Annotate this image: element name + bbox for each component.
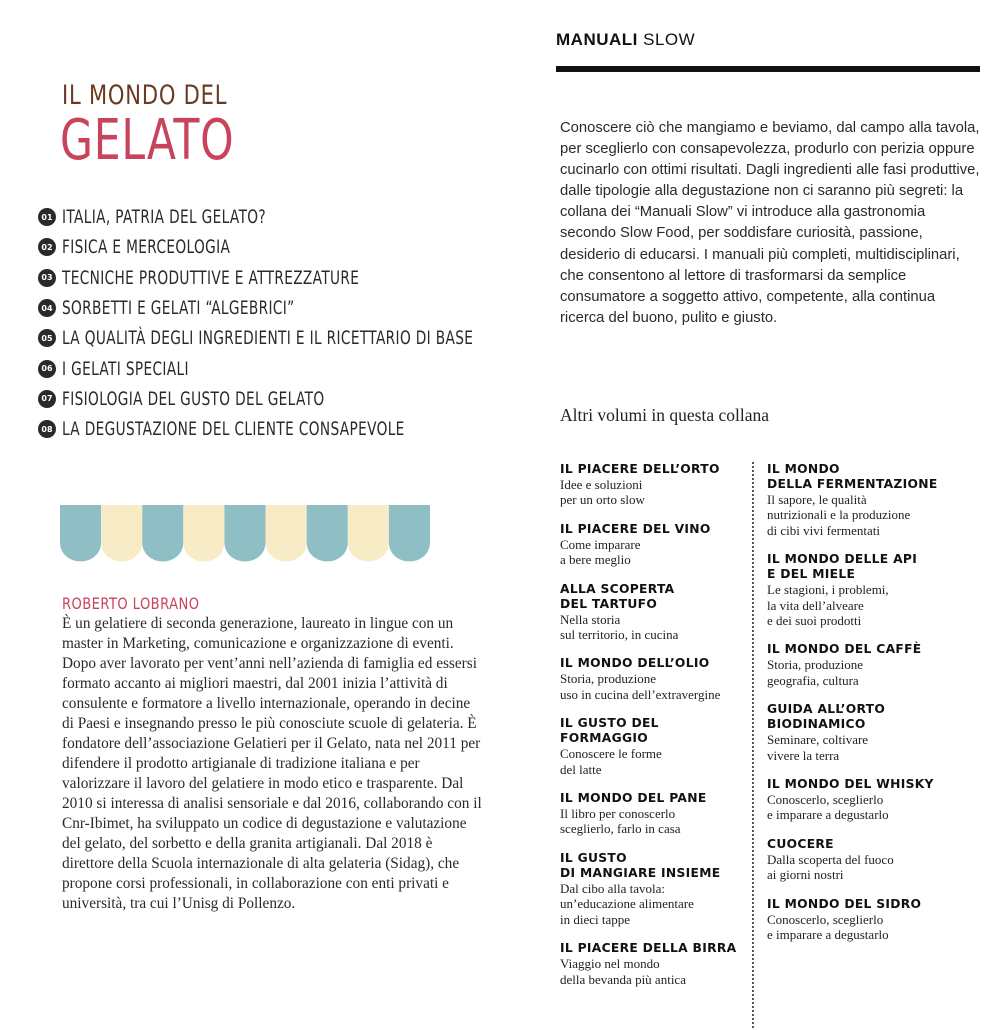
volume-title: IL MONDO DELLA FERMENTAZIONE <box>767 462 938 491</box>
awning-stripe <box>60 505 101 562</box>
volume-subtitle: Dalla scoperta del fuoco ai giorni nostri <box>767 851 894 883</box>
awning-stripe <box>142 505 183 562</box>
chapter-number-badge: 02 <box>38 238 56 256</box>
awning-illustration <box>60 505 430 563</box>
volume-title: IL MONDO DEL CAFFÈ <box>767 642 922 657</box>
chapter-item <box>38 414 518 444</box>
volume-subtitle: Dal cibo alla tavola: un’educazione alimentare in dieci tappe <box>560 880 694 927</box>
volume-title: IL MONDO DELL’OLIO <box>560 656 710 671</box>
series-label-bold: MANUALI <box>556 30 638 49</box>
series-description: Conoscere ciò che mangiamo e beviamo, dal campo alla tavola, per sceglierlo con consapevolezza, produrlo con perizia oppure cucinarlo con ottimi risultati. Dagli ingredienti alle fasi produttive, dalle tipologie alla degustazione non ci saranno più segreti: la collana dei “Manuali Slow” vi introduce alla gastronomia secondo Slow Food, per soddisfare curiosità, passione, desiderio di educarsi. I manuali più completi, multidisciplinari, che consentono al lettore di trasformarsi da semplice consumatore a soggetto attivo, competente, alla continua ricerca del buono, pulito e giusto. <box>560 120 980 326</box>
volume-title: IL PIACERE DEL VINO <box>560 521 711 536</box>
chapter-number-badge: 05 <box>38 329 56 347</box>
chapter-title: FISIOLOGIA DEL GUSTO DEL GELATO <box>62 387 325 410</box>
volume-title: ALLA SCOPERTA DEL TARTUFO <box>560 581 675 611</box>
volume-title: IL MONDO DEL PANE <box>560 791 707 806</box>
series-label-light: SLOW <box>643 30 696 49</box>
volume-title: IL GUSTO DI MANGIARE INSIEME <box>560 850 721 880</box>
volumes-column-left <box>560 462 750 1001</box>
chapter-item <box>38 232 518 262</box>
author-name: ROBERTO LOBRANO <box>62 594 200 613</box>
volume-title: CUOCERE <box>767 836 834 851</box>
volume-title: GUIDA ALL’ORTO BIODINAMICO <box>767 702 886 732</box>
volume-item <box>560 656 750 702</box>
volume-subtitle: Il sapore, le qualità nutrizionali e la produzione di cibi vivi fermentati <box>767 492 911 538</box>
title-line-2: GELATO <box>60 108 235 173</box>
chapter-number-badge: 04 <box>38 299 56 317</box>
volume-subtitle: Idee e soluzioni per un orto slow <box>560 477 645 508</box>
volume-title: IL MONDO DELLE API E DEL MIELE <box>767 552 918 582</box>
chapter-item <box>38 202 518 232</box>
volume-item <box>767 642 957 688</box>
volume-title: IL MONDO DEL SIDRO <box>767 896 922 911</box>
volume-item <box>560 941 750 987</box>
chapter-number-badge: 03 <box>38 269 56 287</box>
volumes-column-right <box>767 462 957 957</box>
volume-subtitle: Le stagioni, i problemi, la vita dell’alveare e dei suoi prodotti <box>767 582 889 629</box>
volume-item <box>767 777 957 823</box>
header-rule <box>556 66 980 72</box>
volume-subtitle: Storia, produzione geografia, cultura <box>767 657 864 688</box>
volume-item <box>560 522 750 568</box>
awning-stripe <box>183 505 224 562</box>
chapter-title: FISICA E MERCEOLOGIA <box>62 236 231 259</box>
chapter-item <box>38 293 518 323</box>
volume-subtitle: Conoscere le forme del latte <box>560 746 662 777</box>
volume-item <box>767 702 957 763</box>
volume-subtitle: Conoscerlo, sceglierlo e imparare a degustarlo <box>767 911 889 943</box>
awning-stripe <box>389 505 430 562</box>
volume-subtitle: Come imparare a bere meglio <box>560 536 641 568</box>
chapter-number-badge: 01 <box>38 208 56 226</box>
chapter-number-badge: 08 <box>38 420 56 438</box>
volume-title: IL MONDO DEL WHISKY <box>767 777 934 792</box>
volume-subtitle: Nella storia sul territorio, in cucina <box>560 611 679 643</box>
volume-subtitle: Il libro per conoscerlo sceglierlo, farlo in casa <box>560 806 681 837</box>
volume-item <box>560 791 750 837</box>
chapter-title: LA QUALITÀ DEGLI INGREDIENTI E IL RICETTARIO DI BASE <box>62 327 474 350</box>
other-volumes-heading: Altri volumi in questa collana <box>560 405 769 425</box>
volume-title: IL PIACERE DELL’ORTO <box>560 462 720 476</box>
title-line-1: IL MONDO DEL <box>62 80 228 111</box>
volume-subtitle: Viaggio nel mondo della bevanda più antica <box>560 956 686 987</box>
awning-stripe <box>266 505 307 562</box>
awning-stripe <box>101 505 142 562</box>
volume-title: IL GUSTO DEL FORMAGGIO <box>560 716 659 746</box>
volume-item <box>560 582 750 643</box>
series-label <box>556 30 695 50</box>
awning-stripe <box>307 505 348 561</box>
column-divider <box>752 462 754 1028</box>
volume-subtitle: Seminare, coltivare vivere la terra <box>767 732 869 763</box>
chapter-title: TECNICHE PRODUTTIVE E ATTREZZATURE <box>62 266 360 289</box>
volume-item <box>767 552 957 628</box>
chapter-title: ITALIA, PATRIA DEL GELATO? <box>62 206 267 229</box>
chapter-item <box>38 263 518 293</box>
volume-item <box>560 462 750 508</box>
volume-item <box>560 851 750 927</box>
chapter-item <box>38 353 518 383</box>
volume-subtitle: Storia, produzione uso in cucina dell’extravergine <box>560 671 721 702</box>
volume-item <box>767 897 957 943</box>
chapter-title: LA DEGUSTAZIONE DEL CLIENTE CONSAPEVOLE <box>62 418 405 441</box>
chapter-item <box>38 384 518 414</box>
volume-item <box>767 462 957 538</box>
chapter-title: I GELATI SPECIALI <box>62 357 189 380</box>
chapter-item <box>38 323 518 353</box>
chapter-list <box>38 202 518 444</box>
chapter-number-badge: 06 <box>38 360 56 378</box>
chapter-title: SORBETTI E GELATI “ALGEBRICI” <box>62 297 295 320</box>
volume-item <box>560 716 750 777</box>
volume-subtitle: Conoscerlo, sceglierlo e imparare a degustarlo <box>767 792 889 823</box>
author-bio: È un gelatiere di seconda generazione, laureato in lingue con un master in Marketing, comunicazione e organizzazione di eventi. Dopo aver lavorato per vent’anni nell’azienda di famiglia ed essersi formato accanto ai migliori maestri, dal 2001 inizia l’attività di consulente e formatore a livello internazionale, operando in decine di Paesi e insegnando presso le più conosciute scuole di gelateria. È fondatore dell’associazione Gelatieri per il Gelato, nata nel 2011 per difendere il prodotto artigianale di tradizione italiana e per valorizzare il lavoro del gelatiere in modo etico e trasparente. Dal 2010 si interessa di analisi sensoriale e dal 2016, collaborando con il Cnr-Ibimet, ha sviluppato un codice di degustazione e valutazione del gelato, del sorbetto e della granita artigianali. Dal 2018 è direttore della Scuola internazionale di alta gelateria (Sidag), che propone corsi professionali, in collaborazione con enti privati e università, tra cui l’Unisg di Pollenzo. <box>62 615 482 912</box>
awning-stripe <box>348 505 389 562</box>
volume-title: IL PIACERE DELLA BIRRA <box>560 941 737 956</box>
chapter-number-badge: 07 <box>38 390 56 408</box>
awning-stripe <box>224 505 265 562</box>
volume-item <box>767 837 957 883</box>
